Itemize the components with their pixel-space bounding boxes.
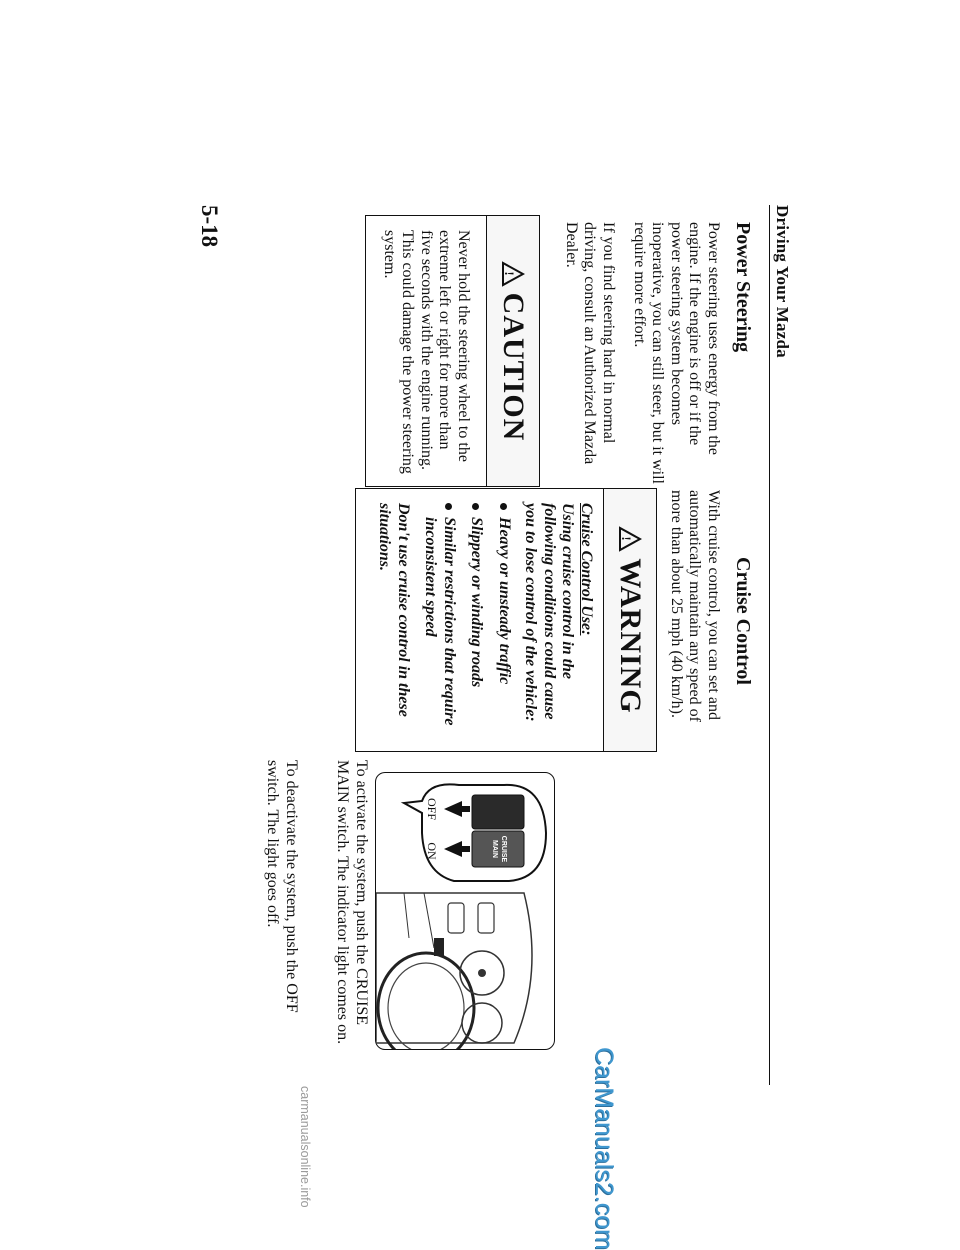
page-number: 5-18 xyxy=(197,205,222,248)
power-steering-title: Power Steering xyxy=(732,222,754,353)
switch-label-line2: MAIN xyxy=(491,840,498,858)
power-steering-paragraph-1: Power steering uses energy from the engine. If the engine is off or if the power steering system becomes inoperative, you can still steer, but it will require more effort. xyxy=(631,222,722,484)
warning-bullet: Similar restrictions that require inconsistent speed xyxy=(421,503,458,741)
warning-closing: Don't use cruise control in these situations. xyxy=(376,503,412,717)
warning-label: WARNING xyxy=(614,558,647,714)
section-header: Driving Your Mazda xyxy=(773,205,792,358)
warning-triangle-icon xyxy=(618,526,642,552)
switch-label-line1: CRUISE xyxy=(500,835,507,863)
cruise-switch-illustration xyxy=(375,772,555,1050)
warning-bullet: Heavy or unsteady traffic xyxy=(495,503,514,741)
power-steering-paragraph-2: If you find steering hard in normal driving, consult an Authorized Mazda Dealer. xyxy=(563,222,617,465)
warning-triangle-icon xyxy=(501,261,525,287)
svg-text:!: ! xyxy=(502,270,517,277)
warning-bullets xyxy=(421,503,513,741)
deactivate-instructions: To deactivate the system, push the OFF switch. The light goes off. xyxy=(264,760,300,1013)
warning-title xyxy=(603,489,656,751)
header-rule xyxy=(769,205,770,1085)
off-label: OFF xyxy=(425,797,439,821)
warning-subhead: Cruise Control Use: xyxy=(578,503,595,636)
cruise-control-intro: With cruise control, you can set and automatically maintain any speed of more than about 25 mph (40 km/h). xyxy=(668,490,722,722)
caution-title xyxy=(486,216,539,486)
on-label: ON xyxy=(425,842,439,860)
caution-label: CAUTION xyxy=(497,292,530,442)
cruise-control-title: Cruise Control xyxy=(732,557,754,685)
caution-text: Never hold the steering wheel to the extreme left or right for more than five seconds with the engine running. This could damage the power steering system. xyxy=(381,230,472,474)
activate-instructions: To activate the system, push the CRUISE MAIN switch. The indicator light comes on. xyxy=(334,760,370,1045)
caution-box xyxy=(365,215,540,487)
footer-watermark: carmanualsonline.info xyxy=(298,1086,312,1208)
svg-text:!: ! xyxy=(619,536,634,542)
warning-body xyxy=(365,489,603,751)
warning-box xyxy=(355,488,657,752)
dashboard-illustration xyxy=(375,773,554,1050)
warning-bullet: Slippery or winding roads xyxy=(467,503,486,741)
carmanuals-watermark: CarManuals2.com xyxy=(590,1047,618,1250)
warning-lead: Using cruise control in the following conditions could cause you to lose control of the vehicle: xyxy=(522,503,577,722)
